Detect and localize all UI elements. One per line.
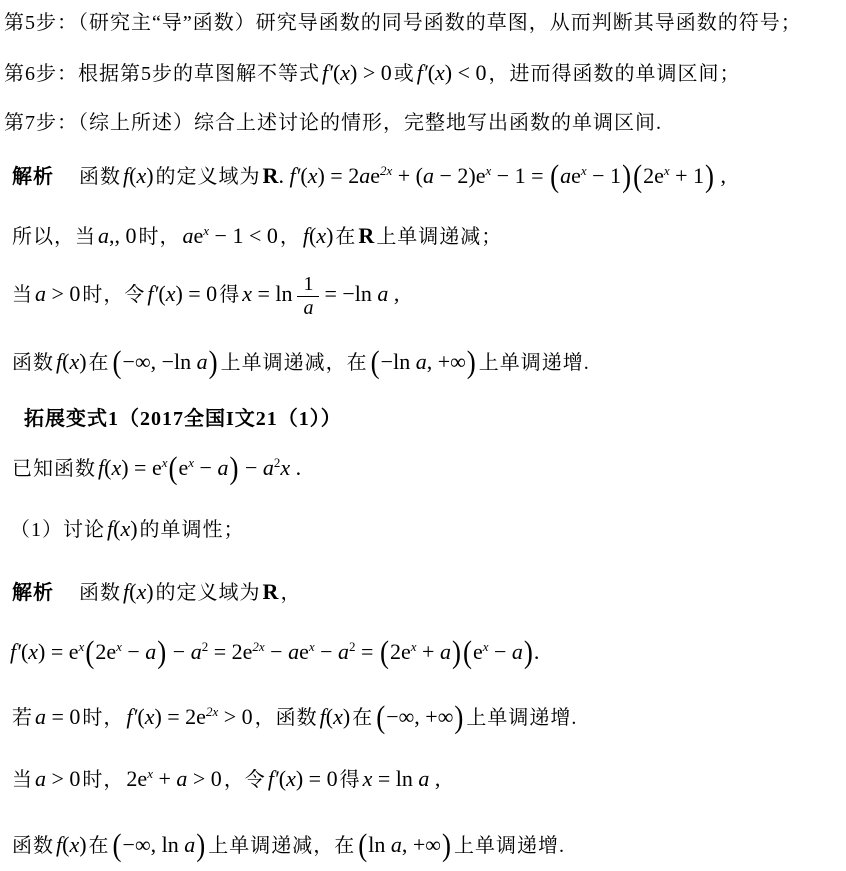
text-run: 时，令: [82, 284, 146, 307]
paragraph-step-6: [2, 58, 743, 88]
math-superscript: x: [482, 639, 489, 654]
math-run: + 1: [669, 163, 705, 188]
big-paren-right: ): [466, 344, 476, 380]
math-run: ): [146, 163, 154, 188]
math-run-italic: a: [418, 766, 430, 791]
paragraph-solution-2-case-a-zero: [10, 699, 579, 735]
math-run: −: [167, 639, 191, 664]
text-run-bold: 解析: [12, 166, 54, 188]
big-paren-right: ): [454, 699, 464, 735]
math-run: (: [113, 516, 121, 541]
math-run: e: [571, 163, 581, 188]
math-run: (: [278, 766, 287, 791]
math-run: (: [62, 349, 70, 374]
text-run: 上单调递增.: [466, 707, 578, 729]
math-superscript: x: [78, 639, 85, 654]
math-superscript: x: [161, 455, 168, 470]
math-run: ,, 0: [109, 223, 137, 248]
math-run: +: [152, 766, 177, 791]
math-run: (: [300, 163, 308, 188]
math-run-italic: a: [184, 832, 196, 857]
math-run-italic: x: [280, 455, 291, 480]
math-run: −ln: [380, 349, 416, 374]
text-run: 或: [393, 63, 415, 85]
math-run: = 0: [46, 704, 81, 729]
math-run: −: [194, 455, 218, 480]
math-run: −∞, ln: [122, 832, 185, 857]
math-run: −: [121, 639, 146, 664]
text-run: 时，: [82, 707, 125, 729]
math-superscript: 2x: [379, 163, 393, 178]
text-run: 时，: [138, 226, 181, 248]
math-run-italic: f′: [147, 281, 159, 307]
math-run-italic: x: [136, 163, 147, 188]
text-run: 第7步：（综上所述）综合上述讨论的情形，完整地写出函数的单调区间.: [4, 112, 662, 134]
math-run-italic: x: [286, 766, 296, 791]
text-run: （1）讨论: [10, 519, 105, 541]
text-run: 当: [12, 284, 33, 307]
math-run: ) = 0: [175, 281, 218, 307]
big-paren-right: ): [157, 634, 167, 670]
math-run: −: [264, 639, 289, 664]
math-run: ): [130, 516, 138, 541]
math-run-italic: a: [196, 349, 208, 374]
heading-extension-variant-1: [22, 406, 344, 433]
math-superscript: 2: [273, 455, 281, 470]
paragraph-solution-2-definition: [10, 577, 303, 607]
math-run-italic: f′: [10, 639, 21, 664]
math-run-italic: f: [123, 579, 130, 604]
math-run: e: [370, 163, 380, 188]
math-superscript: x: [203, 223, 210, 238]
big-paren-right: ): [451, 634, 461, 670]
math-run-italic: a: [560, 163, 572, 188]
text-run: ，: [280, 582, 302, 604]
text-run: 上单调递增.: [453, 835, 565, 857]
math-run-italic: a: [182, 223, 194, 248]
big-paren-right: ): [208, 344, 218, 380]
text-run: 在: [88, 835, 110, 857]
math-run-italic: f: [123, 163, 130, 188]
math-run-italic: a: [145, 639, 157, 664]
big-paren-right: ): [229, 450, 239, 486]
math-run-italic: a: [439, 639, 451, 664]
text-run: 上单调递减，在: [208, 835, 356, 857]
math-run: (: [20, 639, 29, 664]
math-run-italic: x: [144, 704, 155, 729]
math-run: (: [332, 60, 341, 85]
big-paren-left: (: [112, 827, 122, 863]
big-paren-left: (: [168, 450, 178, 486]
math-run-italic: x: [120, 516, 131, 541]
paragraph-solution-2-derivative: [10, 634, 539, 670]
math-run-italic: x: [111, 455, 122, 480]
math-run: e: [178, 455, 189, 480]
math-run: (: [325, 704, 334, 729]
math-run-italic: x: [165, 281, 176, 307]
big-paren-left: (: [379, 634, 389, 670]
text-run: ，函数: [254, 707, 318, 729]
text-run: 当: [12, 769, 33, 791]
math-run: (: [158, 281, 166, 307]
text-run: ，进而得函数的单调区间；: [488, 63, 741, 85]
fraction-numerator: 1: [303, 273, 314, 295]
text-run: 得: [339, 769, 361, 791]
math-run: ): [326, 223, 334, 248]
paragraph-question-1: [8, 514, 247, 544]
math-run: ): [146, 579, 154, 604]
math-run: = 2e: [208, 639, 253, 664]
math-run: ,: [388, 281, 400, 307]
text-run-bold: 解析: [12, 582, 54, 604]
math-run-italic: a: [390, 832, 402, 857]
text-run: 函数: [58, 582, 121, 604]
text-run-bold: 拓展变式1（2017全国I文21（1））: [24, 408, 342, 430]
big-paren-left: (: [358, 827, 368, 863]
math-run: 2e: [643, 163, 664, 188]
big-paren-right: ): [441, 827, 451, 863]
text-run: 上单调递增.: [478, 352, 590, 374]
math-run-italic: x: [242, 281, 252, 307]
big-paren-left: (: [462, 634, 472, 670]
math-run: − 1: [586, 163, 622, 188]
text-run: 的单调性；: [139, 519, 245, 541]
math-run-italic: x: [28, 639, 39, 664]
math-run: ) = e: [38, 639, 79, 664]
math-run: − 2)e: [433, 163, 486, 188]
text-run: 第6步：根据第5步的草图解不等式: [4, 63, 320, 85]
math-run: ) = 2: [317, 163, 360, 188]
math-run-italic: a: [35, 766, 46, 791]
math-run: > 0: [46, 766, 81, 791]
text-run: 在: [335, 226, 357, 248]
math-superscript: 2x: [252, 639, 265, 654]
paragraph-problem-statement: [10, 450, 301, 486]
paragraph-solution-2-intervals: [10, 827, 567, 863]
math-run-italic: a: [262, 455, 274, 480]
big-paren-left: (: [633, 158, 643, 194]
math-run: e: [299, 639, 309, 664]
math-run: (: [62, 832, 70, 857]
math-run: (: [309, 223, 317, 248]
math-run-italic: f: [56, 349, 63, 374]
math-run-italic: a: [338, 639, 350, 664]
math-run: = ln: [251, 281, 293, 307]
paragraph-solution-2-case-a-positive: [10, 764, 440, 794]
text-run: ，令: [223, 769, 266, 791]
math-run-italic: f′: [322, 60, 333, 85]
big-paren-right: ): [705, 158, 715, 194]
math-run: .: [290, 455, 302, 480]
math-run: (: [104, 455, 112, 480]
math-run-italic: x: [69, 832, 80, 857]
math-run: ) = 0: [295, 766, 338, 791]
text-run: 若: [12, 707, 33, 729]
math-run: = ln: [372, 766, 419, 791]
text-run: 的定义域为: [155, 582, 261, 604]
math-run: −: [314, 639, 339, 664]
text-run: 函数: [12, 352, 54, 374]
math-run: e: [472, 639, 483, 664]
big-paren-left: (: [370, 344, 380, 380]
math-run: ln: [368, 832, 391, 857]
text-run: 得: [219, 284, 241, 307]
text-run: 在: [352, 707, 374, 729]
math-run-italic: f′: [416, 60, 428, 85]
math-run-italic: x: [362, 766, 373, 791]
math-run-italic: f: [319, 704, 326, 729]
math-run: ): [79, 832, 87, 857]
math-run-italic: f: [107, 516, 114, 541]
math-run-italic: x: [435, 60, 445, 85]
math-run-bold-R: R: [262, 579, 279, 604]
text-run: 在: [88, 352, 110, 374]
math-run-italic: f: [56, 832, 63, 857]
math-superscript: x: [580, 163, 587, 178]
fraction-denominator: a: [297, 296, 319, 319]
math-run: = −ln: [324, 281, 378, 307]
math-run: , +∞: [426, 349, 466, 374]
math-run-italic: f: [98, 455, 105, 480]
math-run-italic: x: [316, 223, 327, 248]
big-paren-left: (: [376, 699, 386, 735]
math-run: =: [355, 639, 379, 664]
math-run-italic: x: [333, 704, 343, 729]
math-superscript: x: [308, 639, 315, 654]
math-run: (: [427, 60, 436, 85]
math-run-italic: a: [359, 163, 371, 188]
big-paren-left: (: [112, 344, 122, 380]
math-run: − 1 < 0: [209, 223, 278, 248]
math-run-italic: a: [288, 639, 300, 664]
math-run-italic: a: [35, 281, 46, 307]
text-run: 已知函数: [12, 458, 96, 480]
math-superscript: x: [410, 639, 417, 654]
math-run-italic: f′: [126, 704, 138, 729]
big-paren-right: ): [523, 634, 533, 670]
big-paren-right: ): [622, 158, 632, 194]
math-run-italic: a: [98, 223, 109, 248]
text-run: 上单调递减，在: [220, 352, 368, 374]
math-run: e: [193, 223, 204, 248]
math-run: , +∞: [401, 832, 441, 857]
math-run-italic: x: [136, 579, 147, 604]
math-run: −: [488, 639, 512, 664]
math-run: ) < 0: [444, 60, 487, 85]
math-run: .: [278, 163, 290, 188]
math-superscript: x: [116, 639, 122, 654]
text-run: 函数: [12, 835, 54, 857]
math-run: −∞, +∞: [386, 704, 454, 729]
math-run: −∞, −ln: [122, 349, 197, 374]
paragraph-solution-1-definition: [10, 158, 726, 194]
math-run: 2e: [95, 639, 117, 664]
math-run: ) > 0: [350, 60, 392, 85]
paragraph-solution-1-intervals: [10, 344, 592, 380]
math-run: ) = 2e: [154, 704, 206, 729]
math-run-italic: a: [377, 281, 389, 307]
text-run: 时，: [82, 769, 125, 791]
math-run: +: [416, 639, 440, 664]
math-run: ,: [715, 163, 727, 188]
paragraph-solution-1-case-a-positive: [10, 274, 399, 319]
text-run: 的定义域为: [155, 166, 261, 188]
math-run-italic: x: [69, 349, 80, 374]
math-run: .: [533, 639, 540, 664]
math-superscript: x: [485, 163, 492, 178]
big-paren-left: (: [85, 634, 95, 670]
math-run-bold-R: R: [262, 163, 279, 188]
math-run: (: [129, 579, 137, 604]
text-run: 函数: [58, 166, 121, 188]
math-run-italic: f: [302, 223, 309, 248]
math-run: (: [137, 704, 145, 729]
math-run: (: [129, 163, 137, 188]
text-run: ，: [279, 226, 301, 248]
paragraph-solution-1-case-a-nonpositive: [10, 221, 504, 251]
math-run-italic: a: [35, 704, 46, 729]
math-run-italic: a: [217, 455, 229, 480]
math-run-italic: f′: [267, 766, 279, 791]
math-run-italic: a: [511, 639, 523, 664]
math-run: ,: [429, 766, 441, 791]
math-superscript: x: [188, 455, 195, 470]
math-run: > 0: [187, 766, 222, 791]
big-paren-right: ): [196, 827, 206, 863]
paragraph-step-5: [2, 10, 804, 37]
math-superscript: x: [147, 766, 153, 781]
math-superscript: 2: [201, 639, 209, 654]
math-run: ): [79, 349, 87, 374]
math-run: > 0: [46, 281, 81, 307]
fraction: [297, 274, 319, 319]
math-run-italic: a: [415, 349, 427, 374]
math-run: ): [342, 704, 351, 729]
math-run-italic: x: [340, 60, 351, 85]
math-run: 2e: [389, 639, 411, 664]
paragraph-step-7: [2, 110, 664, 137]
math-run: + (: [392, 163, 423, 188]
text-run: 上单调递减；: [376, 226, 503, 248]
math-superscript: x: [663, 163, 670, 178]
text-run: 所以，当: [12, 226, 96, 248]
math-run-bold-R: R: [358, 223, 375, 248]
math-run-italic: a: [422, 163, 434, 188]
math-run-italic: f′: [289, 163, 301, 188]
math-superscript: 2x: [205, 704, 219, 719]
math-run: − 1 =: [491, 163, 550, 188]
big-paren-left: (: [550, 158, 560, 194]
math-run: −: [239, 455, 263, 480]
math-run: 2e: [126, 766, 148, 791]
math-run-italic: a: [190, 639, 202, 664]
math-run-italic: x: [307, 163, 318, 188]
math-superscript: 2: [349, 639, 356, 654]
math-run: ) = e: [121, 455, 162, 480]
text-run: 第5步：（研究主“导”函数）研究导函数的同号函数的草图，从而判断其导函数的符号；: [4, 12, 802, 34]
math-run-italic: a: [176, 766, 188, 791]
math-run: > 0: [218, 704, 253, 729]
